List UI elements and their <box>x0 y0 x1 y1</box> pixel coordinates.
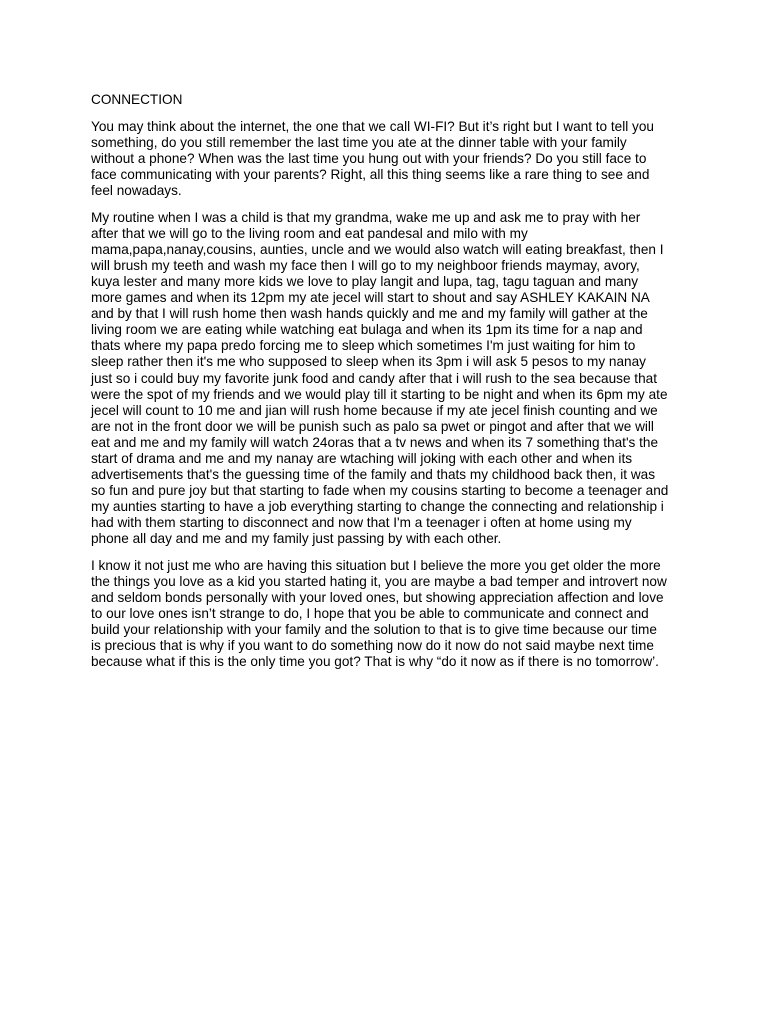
paragraph-intro: You may think about the internet, the one that we call WI-FI? But it’s right but I want to tell you something, do you still remember the last time you ate at the dinner table with your family without a phone? When was the last time you hung out with your friends? Do you still face to face communicating with your parents? Right, all this thing seems like a rare thing to see and feel nowadays. <box>91 119 654 199</box>
paragraph-routine: My routine when I was a child is that my grandma, wake me up and ask me to pray with her after that we will go to the living room and eat pandesal and milo with my mama,papa,nanay,cousins, aunties, uncle and we would also watch will eating breakfast, then I will brush my teeth and wash my face then I will go to my neighboor friends maymay, avory, kuya lester and many more kids we love to play langit and lupa, tag, tagu taguan and many more games and when its 12pm my ate jecel will start to shout and say ASHLEY KAKAIN NA and by that I will rush home then wash hands quickly and me and my family will gather at the living room we are eating while watching eat bulaga and when its 1pm its time for a nap and thats where my papa predo forcing me to sleep which sometimes I'm just waiting for him to sleep rather then it's me who supposed to sleep when its 3pm i will ask 5 pesos to my nanay just so i could buy my favorite junk food and candy after that i will rush to the sea because that were the spot of my friends and we would play till it starting to be night and when its 6pm my ate jecel will count to 10 me and jian will rush home because if my ate jecel finish counting and we are not in the front door we will be punish such as palo sa pwet or pingot and after that we will eat and me and my family will watch 24oras that a tv news and when its 7 something that's the start of drama and me and my nanay are wtaching will joking with each other and when its advertisements that's the guessing time of the family and thats my childhood back then, it was so fun and pure joy but that starting to fade when my cousins starting to become a teenager and my aunties starting to have a job everything starting to change the connecting and relationship i had with them starting to disconnect and now that I'm a teenager i often at home using my phone all day and me and my family just passing by with each other. <box>91 209 669 547</box>
document-title: CONNECTION <box>91 92 183 107</box>
paragraph-conclusion: I know it not just me who are having this situation but I believe the more you get older the more the things you love as a kid you started hating it, you are maybe a bad temper and introvert now and seldom bonds personally with your loved ones, but showing appreciation affection and love to our love ones isn’t strange to do, I hope that you be able to communicate and connect and build your relationship with your family and the solution to that is to give time because our time is precious that is why if you want to do something now do it now do not said maybe next time because what if this is the only time you got? That is why “do it now as if there is no tomorrow’. <box>91 557 667 670</box>
document-body <box>91 92 691 680</box>
